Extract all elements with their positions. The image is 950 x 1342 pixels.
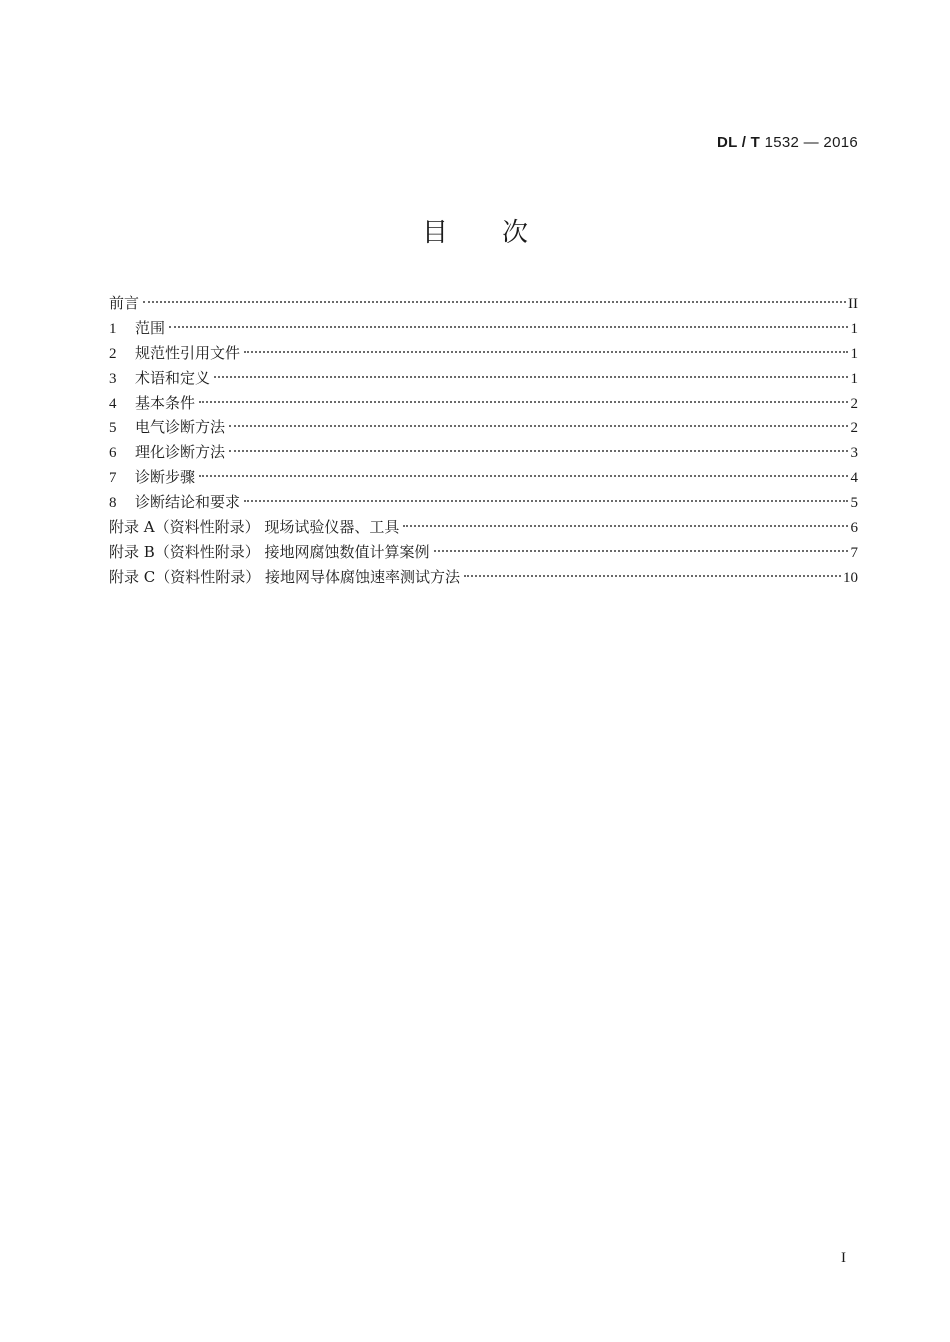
toc-entry-label [109, 515, 399, 540]
toc-entry-number: 5 [109, 420, 117, 437]
table-of-contents [109, 291, 858, 590]
toc-entry-label [109, 465, 195, 491]
toc-entry-page: 7 [850, 544, 858, 561]
toc-entry[interactable] [109, 391, 858, 416]
toc-entry[interactable] [109, 366, 858, 391]
toc-dot-leader [199, 401, 848, 403]
toc-entry-text: 电气诊断方法 [135, 418, 226, 437]
toc-dot-leader [244, 500, 848, 502]
toc-dot-leader [464, 575, 841, 577]
toc-entry-page: 1 [850, 320, 858, 337]
toc-entry-text: 附录 C（资料性附录） 接地网导体腐蚀速率测试方法 [109, 567, 461, 586]
document-code [717, 134, 858, 151]
toc-entry-label [109, 391, 195, 417]
toc-entry-page: 2 [850, 395, 858, 412]
toc-dot-leader [143, 301, 846, 303]
page-number: I [841, 1250, 846, 1266]
toc-entry-text: 基本条件 [135, 393, 196, 412]
toc-entry[interactable] [109, 291, 858, 316]
toc-entry-text: 诊断结论和要求 [135, 493, 241, 512]
toc-title: 目次 [421, 218, 582, 248]
toc-entry-number: 1 [109, 320, 117, 337]
document-code-prefix: DL / T [716, 134, 761, 151]
toc-entry-number: 8 [109, 495, 117, 512]
toc-entry-text: 范围 [135, 318, 166, 337]
toc-entry[interactable] [109, 465, 858, 490]
toc-entry[interactable] [109, 316, 858, 341]
toc-dot-leader [403, 525, 848, 527]
toc-entry-text: 附录 B（资料性附录） 接地网腐蚀数值计算案例 [109, 542, 430, 561]
toc-entry-page: 1 [850, 345, 858, 362]
toc-entry-number: 2 [109, 345, 117, 362]
toc-entry[interactable] [109, 540, 858, 565]
toc-entry-text: 前言 [109, 294, 140, 312]
toc-entry[interactable] [109, 565, 858, 590]
toc-entry-label [109, 291, 139, 316]
toc-dot-leader [244, 351, 848, 353]
toc-entry[interactable] [109, 515, 858, 540]
toc-entry-page: 5 [850, 495, 858, 512]
toc-entry-label [109, 316, 165, 342]
toc-entry-label [109, 341, 240, 367]
toc-entry-label [109, 490, 240, 516]
toc-dot-leader [214, 376, 848, 378]
toc-entry[interactable] [109, 490, 858, 515]
toc-dot-leader [169, 326, 848, 328]
toc-entry-page: 2 [850, 420, 858, 437]
toc-entry-text: 理化诊断方法 [135, 443, 226, 462]
toc-entry-page: 3 [850, 445, 858, 462]
toc-entry-label [109, 565, 460, 590]
toc-entry-text: 术语和定义 [135, 368, 211, 387]
toc-dot-leader [434, 550, 848, 552]
toc-dot-leader [229, 425, 848, 427]
toc-entry[interactable] [109, 341, 858, 366]
toc-entry-label [109, 440, 225, 466]
toc-entry-text: 附录 A（资料性附录） 现场试验仪器、工具 [109, 518, 400, 537]
toc-entry-page: 1 [850, 370, 858, 387]
toc-entry[interactable] [109, 415, 858, 440]
document-code-number: 1532 — 2016 [760, 134, 858, 151]
toc-entry-label [109, 540, 430, 565]
toc-entry-text: 诊断步骤 [135, 468, 196, 487]
toc-entry-number: 7 [109, 470, 117, 487]
toc-entry-number: 3 [109, 370, 117, 387]
toc-dot-leader [199, 475, 848, 477]
toc-entry[interactable] [109, 440, 858, 465]
toc-entry-number: 6 [109, 445, 117, 462]
toc-entry-label [109, 415, 225, 441]
toc-entry-page: 10 [843, 569, 858, 586]
toc-entry-page: II [848, 296, 858, 312]
toc-entry-page: 6 [850, 520, 858, 537]
toc-entry-label [109, 366, 210, 392]
toc-dot-leader [229, 450, 848, 452]
toc-entry-page: 4 [850, 470, 858, 487]
toc-entry-number: 4 [109, 395, 117, 412]
toc-entry-text: 规范性引用文件 [135, 343, 241, 362]
